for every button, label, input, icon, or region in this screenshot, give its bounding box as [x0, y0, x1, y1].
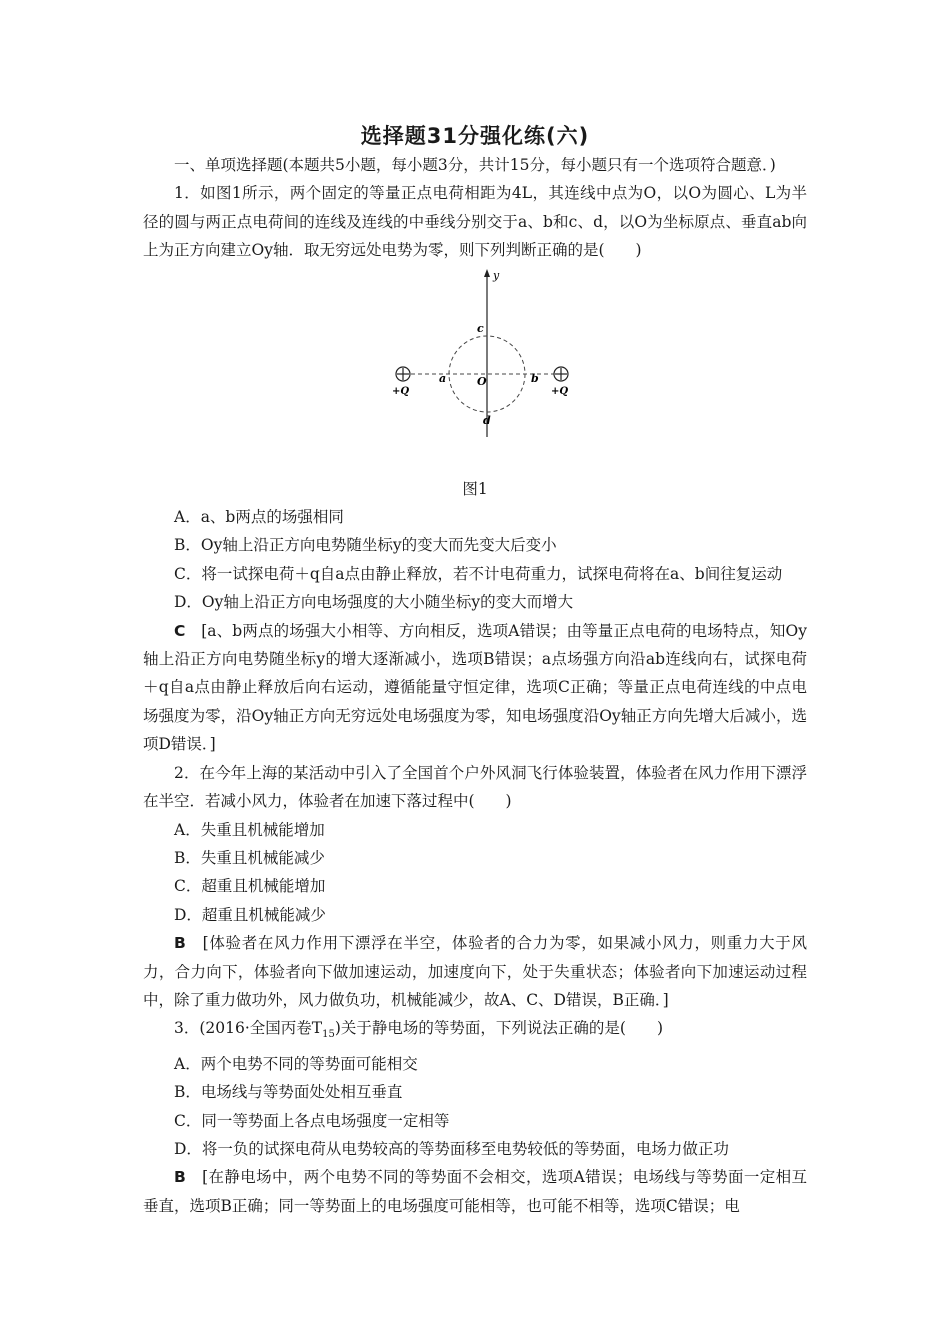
q3-option-a: A．两个电势不同的等势面可能相交 — [174, 1054, 418, 1073]
q2-answer-explanation: [体验者在风力作用下漂浮在半空，体验者的合力为零，如果减小风力，则重力大于风力，合力向下，体验者向下做加速运动，加速度向下，处于失重状态；体验者向下加速运动过程中，除了重力做功外，风力做负功，机械能减少，故A、C、D错误，B正确．] — [143, 934, 807, 1009]
q2-option-a: A．失重且机械能增加 — [174, 820, 325, 839]
q1-option-c: C．将一试探电荷＋q自a点由静止释放，若不计电荷重力，试探电荷将在a、b间往复运动 — [174, 564, 783, 583]
q1-option-a: A．a、b两点的场强相同 — [174, 508, 344, 527]
document-body — [143, 151, 807, 1220]
q3-stem-pre: 3．(2016·全国丙卷T — [174, 1019, 323, 1038]
q3-stem-sub: 15 — [322, 1029, 335, 1041]
point-b-label: b — [531, 371, 539, 385]
q3-answer-explanation: [在静电场中，两个电势不同的等势面不会相交，选项A错误；电场线与等势面一定相互垂直，选项B正确；同一等势面上的电场强度可能相等，也可能不相等，选项C错误；电 — [143, 1168, 807, 1215]
q1-answer-letter: C — [174, 621, 186, 640]
q3-option-b: B．电场线与等势面处处相互垂直 — [174, 1083, 403, 1102]
field-diagram — [389, 269, 569, 441]
charge-left-label: +Q — [392, 385, 410, 397]
q2-answer-letter: B — [174, 934, 186, 953]
point-c-label: c — [477, 321, 484, 335]
q1-option-b: B．Oy轴上沿正方向电势随坐标y的变大而先变大后变小 — [174, 536, 557, 555]
positive-charge-left-icon — [396, 367, 410, 381]
q2-option-b: B．失重且机械能减少 — [174, 848, 325, 867]
q3-answer-letter: B — [174, 1168, 186, 1187]
y-axis-arrow-icon — [484, 269, 490, 277]
q1-option-d: D．Oy轴上沿正方向电场强度的大小随坐标y的变大而增大 — [174, 593, 574, 612]
q3-answer — [143, 1163, 807, 1220]
positive-charge-right-icon — [554, 367, 568, 381]
q2-option-c: C．超重且机械能增加 — [174, 877, 326, 896]
question-1-stem: 1．如图1所示，两个固定的等量正点电荷相距为4L，其连线中点为O，以O为圆心、L为半径的圆与两正点电荷间的连线及连线的中垂线分别交于a、b和c、d，以O为坐标原点、垂直ab向上为正方向建立Oy轴．取无穷远处电势为零，则下列判断正确的是( ) — [143, 184, 807, 260]
q3-option-c: C．同一等势面上各点电场强度一定相等 — [174, 1111, 450, 1130]
figure-1-caption: 图1 — [462, 479, 488, 498]
q3-stem-post: )关于静电场的等势面，下列说法正确的是( ) — [334, 1019, 664, 1038]
point-o-label: O — [477, 374, 487, 388]
point-a-label: a — [439, 371, 447, 385]
charge-right-label: +Q — [551, 385, 569, 397]
q2-option-d: D．超重且机械能减少 — [174, 905, 326, 924]
q1-answer — [143, 617, 807, 759]
q1-answer-explanation: [a、b两点的场强大小相等、方向相反，选项A错误；由等量正点电荷的电场特点，知Oy轴上沿正方向电势随坐标y的增大逐渐减小，选项B错误；a点场强方向沿ab连线向右，试探电荷＋q自a点由静止释放后向右运动，遵循能量守恒定律，选项C正确；等量正点电荷连线的中点电场强度为零，沿Oy轴正方向无穷远处电场强度为零，知电场强度沿Oy轴正方向先增大后减小，选项D错误．] — [143, 621, 807, 754]
q3-option-d: D．将一负的试探电荷从电势较高的等势面移至电势较低的等势面，电场力做正功 — [174, 1140, 729, 1159]
point-d-label: d — [483, 413, 491, 427]
page-title: 选择题31分强化练(六) — [360, 124, 590, 148]
question-2-stem: 2．在今年上海的某活动中引入了全国首个户外风洞飞行体验装置，体验者在风力作用下漂浮在半空．若减小风力，体验者在加速下落过程中( ) — [143, 763, 807, 811]
y-axis-label: y — [493, 268, 500, 282]
section-heading: 一、单项选择题(本题共5小题，每小题3分，共计15分，每小题只有一个选项符合题意．) — [174, 156, 776, 174]
question-3-stem — [143, 1014, 807, 1050]
q2-answer — [143, 929, 807, 1014]
figure-1 — [143, 265, 807, 475]
